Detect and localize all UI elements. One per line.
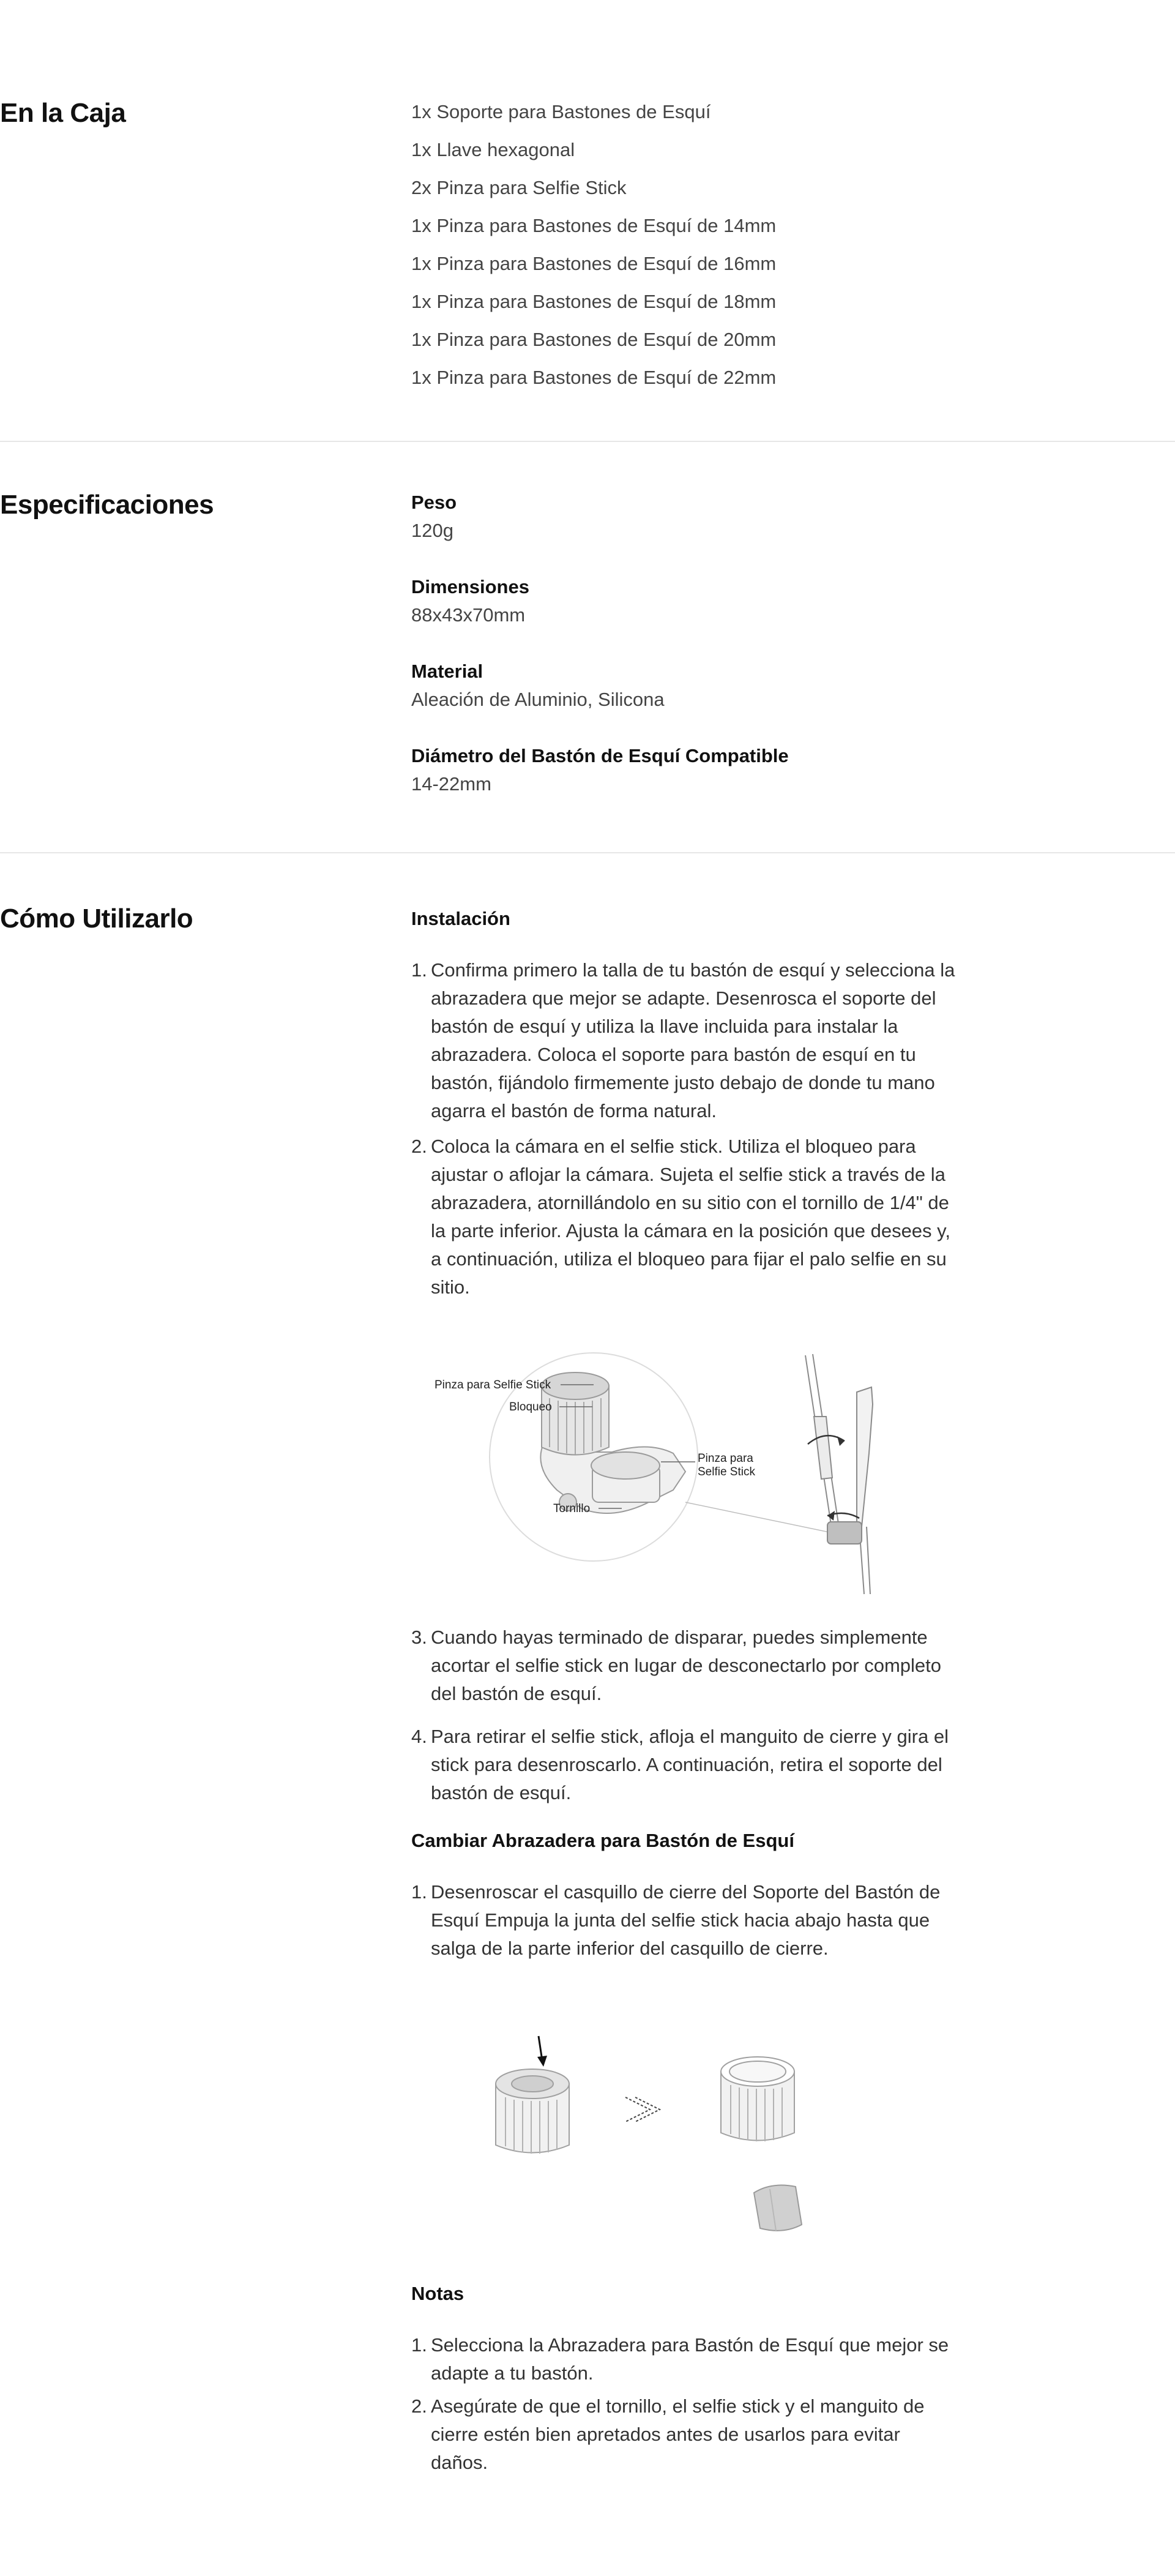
label-selfie-clamp: Pinza para Selfie Stick bbox=[435, 1379, 551, 1391]
change-clamp-block bbox=[411, 1827, 974, 1855]
step-line: cierre estén bien apretados antes de usarlos para evitar bbox=[431, 2424, 900, 2445]
ski-pole-icon bbox=[805, 1354, 873, 1594]
step-line: daños. bbox=[431, 2452, 488, 2473]
spec-value: 14-22mm bbox=[411, 773, 491, 795]
spec-label: Dimensiones bbox=[411, 576, 529, 597]
down-arrow-icon bbox=[537, 2036, 547, 2067]
step-line: Coloca la cámara en el selfie stick. Utiliza el bloqueo para bbox=[431, 1136, 916, 1157]
step-line: agarra el bastón de forma natural. bbox=[431, 1100, 717, 1121]
step-line: bastón de esquí. bbox=[431, 1782, 572, 1803]
installation-block bbox=[411, 905, 974, 933]
step-line: Confirma primero la talla de tu bastón de esquí y selecciona la bbox=[431, 959, 955, 981]
list-item bbox=[411, 1623, 974, 1708]
step-line: Asegúrate de que el tornillo, el selfie stick y el manguito de bbox=[431, 2395, 925, 2417]
list-item bbox=[411, 956, 974, 1125]
step-line: ajustar o aflojar la cámara. Sujeta el selfie stick a través de la bbox=[431, 1164, 946, 1185]
spec-label: Peso bbox=[411, 492, 457, 513]
specs-list bbox=[411, 489, 974, 826]
list-item: 1x Pinza para Bastones de Esquí de 14mm bbox=[411, 215, 777, 236]
step-line: Selecciona la Abrazadera para Bastón de Esquí que mejor se bbox=[431, 2334, 949, 2356]
step-number: 1. bbox=[411, 2334, 427, 2356]
step-line: sitio. bbox=[431, 1276, 470, 1298]
spec-label: Diámetro del Bastón de Esquí Compatible bbox=[411, 745, 789, 766]
list-item: 1x Pinza para Bastones de Esquí de 20mm bbox=[411, 329, 777, 350]
installation-steps-continued bbox=[411, 1623, 974, 1807]
clamp-change-diagram bbox=[477, 2029, 857, 2261]
label-screw: Tornillo bbox=[553, 1502, 591, 1515]
list-item bbox=[411, 1878, 974, 1963]
step-line: del bastón de esquí. bbox=[431, 1683, 602, 1704]
step-line: Para retirar el selfie stick, afloja el manguito de cierre y gira el bbox=[431, 1726, 949, 1747]
step-line: la parte inferior. Ajusta la cámara en la posición que desees y, bbox=[431, 1220, 950, 1241]
notes-block bbox=[411, 2280, 974, 2308]
label-selfie-clamp-right-1: Pinza para bbox=[698, 1452, 753, 1465]
step-number: 2. bbox=[411, 2395, 427, 2417]
notes-list bbox=[411, 2331, 974, 2477]
change-clamp-heading: Cambiar Abrazadera para Bastón de Esquí bbox=[411, 1830, 794, 1851]
list-item: 1x Pinza para Bastones de Esquí de 22mm bbox=[411, 367, 777, 388]
list-item bbox=[411, 2392, 974, 2477]
spec-dimensions bbox=[411, 573, 974, 629]
spec-value: 120g bbox=[411, 520, 453, 541]
specs-title: Especificaciones bbox=[0, 490, 214, 520]
in-the-box-title: En la Caja bbox=[0, 98, 126, 128]
list-item: 1x Pinza para Bastones de Esquí de 18mm bbox=[411, 291, 777, 312]
in-the-box-section bbox=[0, 0, 1175, 441]
list-item: 2x Pinza para Selfie Stick bbox=[411, 177, 627, 198]
list-item: 1x Soporte para Bastones de Esquí bbox=[411, 101, 711, 122]
label-lock: Bloqueo bbox=[509, 1401, 552, 1413]
step-number: 2. bbox=[411, 1136, 427, 1157]
installation-heading: Instalación bbox=[411, 908, 510, 929]
step-line: bastón de esquí y utiliza la llave incluida para instalar la bbox=[431, 1016, 898, 1037]
step-number: 1. bbox=[411, 959, 427, 981]
step-line: acortar el selfie stick en lugar de desconectarlo por completo bbox=[431, 1655, 941, 1676]
spec-label: Material bbox=[411, 661, 483, 682]
how-to-section bbox=[0, 853, 1175, 2576]
spec-weight bbox=[411, 489, 974, 545]
step-line: a continuación, utiliza el bloqueo para fijar el palo selfie en su bbox=[431, 1248, 947, 1270]
lock-cap-open-icon bbox=[721, 2057, 794, 2141]
step-line: Cuando hayas terminado de disparar, puedes simplemente bbox=[431, 1627, 928, 1648]
installation-steps bbox=[411, 956, 974, 1301]
list-item: 1x Pinza para Bastones de Esquí de 16mm bbox=[411, 253, 777, 274]
list-item bbox=[411, 1133, 974, 1301]
notes-heading: Notas bbox=[411, 2283, 464, 2304]
in-the-box-list bbox=[411, 93, 974, 397]
spec-value: Aleación de Aluminio, Silicona bbox=[411, 689, 665, 710]
step-number: 4. bbox=[411, 1726, 427, 1747]
change-clamp-steps bbox=[411, 1878, 974, 1963]
step-line: Esquí Empuja la junta del selfie stick hacia abajo hasta que bbox=[431, 1909, 930, 1931]
spec-value: 88x43x70mm bbox=[411, 604, 526, 626]
step-line: salga de la parte inferior del casquillo de cierre. bbox=[431, 1938, 829, 1959]
installation-diagram bbox=[428, 1349, 930, 1600]
chevron-right-icon bbox=[625, 2097, 660, 2122]
spec-diameter bbox=[411, 742, 974, 798]
clamp-illustration-icon bbox=[540, 1372, 685, 1513]
step-line: stick para desenroscarlo. A continuación, retira el soporte del bbox=[431, 1754, 942, 1775]
clamp-insert-icon bbox=[754, 2185, 802, 2231]
step-line: adapte a tu bastón. bbox=[431, 2362, 594, 2384]
how-to-title: Cómo Utilizarlo bbox=[0, 904, 193, 934]
pointer-line bbox=[685, 1502, 832, 1533]
spec-material bbox=[411, 657, 974, 714]
list-item: 1x Llave hexagonal bbox=[411, 139, 575, 160]
step-number: 1. bbox=[411, 1881, 427, 1903]
list-item bbox=[411, 2331, 974, 2387]
step-number: 3. bbox=[411, 1627, 427, 1648]
step-line: abrazadera, atornillándolo en su sitio con el tornillo de 1/4" de bbox=[431, 1192, 949, 1213]
step-line: abrazadera. Coloca el soporte para bastón de esquí en tu bbox=[431, 1044, 916, 1065]
step-line: bastón, fijándolo firmemente justo debajo de donde tu mano bbox=[431, 1072, 935, 1093]
specs-section bbox=[0, 442, 1175, 852]
step-line: abrazadera que mejor se adapte. Desenrosca el soporte del bbox=[431, 987, 936, 1009]
label-selfie-clamp-right-2: Selfie Stick bbox=[698, 1466, 755, 1478]
list-item bbox=[411, 1723, 974, 1807]
step-line: Desenroscar el casquillo de cierre del Soporte del Bastón de bbox=[431, 1881, 941, 1903]
lock-cap-icon bbox=[496, 2069, 569, 2154]
